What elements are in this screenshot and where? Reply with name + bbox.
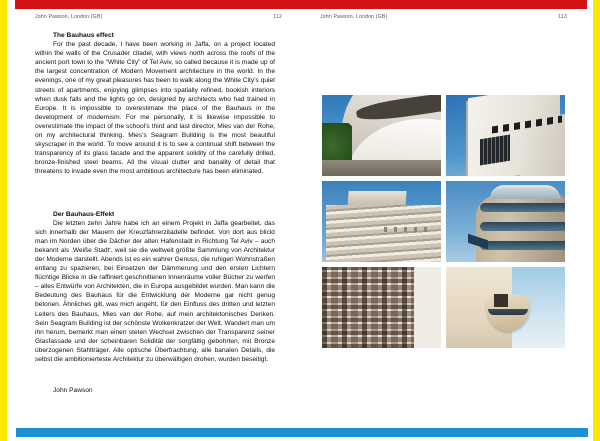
photo-grid-row bbox=[322, 181, 565, 262]
photo-4-roof-canopy bbox=[490, 185, 560, 199]
photo-4-glass-band-1 bbox=[480, 203, 565, 212]
section-title-german: Der Bauhaus-Effekt bbox=[53, 210, 115, 218]
photo-3-window-dots bbox=[384, 227, 430, 232]
photo-6-railing bbox=[488, 309, 528, 315]
photo-3-banded-facade bbox=[326, 205, 441, 262]
section-title-english: The Bauhaus effect bbox=[53, 32, 114, 39]
paragraph-german: Die letzten zehn Jahre habe ich an einem Projekt in Jaffa gearbeitet, das sich innerhalb der Mauern der Kreuzfahrerzitadelle befindet. Von dort aus blickt man im Norden über die Dächer der alten Hafenstadt in Richtung Tel Aviv – auch bekannt als ‚Weiße Stadt‘, weil sie die weltweit größte Sammlung von Architektur der Moderne darstellt. Abends ist es ein wahrer Genuss, die ruhigen Wohnstraßen entlang zu spazieren, bei Einsetzen der Dämmerung und den ersten Lichtern flüchtige Blicke in die raffiniert geschnittenen Innenräume voller Bücher zu werfen – alles Entwürfe von Architekten, die in Europa ausgebildet wurden. Man kann die Bedeutung des Bauhaus für die Entwicklung der Moderne gar nicht genug betonen. Ähnliches gilt, was mich angeht, für den Einfluss des dritten und letzten Leiters des Bauhaus, Mies van der Rohe, auf mein architektonisches Denken. Sein Seagram Building ist der schönste Wolkenkratzer der Welt. Wandert man um ihn herum, bemerkt man einen steten Wechsel zwischen der Transparenz seiner Glasfassade und der scheinbaren Solidität der sorgfältig gebohrten, mit Bronze überzogenen Stahlträger. Alle optische Überfrachtung, alle banalen Details, die selbst die ambitionierteste Architektur zu überwältigen drohen, wurden beseitigt. bbox=[35, 219, 275, 363]
page-right bbox=[300, 9, 585, 429]
folio-left: 112 bbox=[273, 14, 282, 20]
photo-2-window-grille bbox=[480, 135, 510, 166]
photo-1-base bbox=[322, 160, 441, 176]
author-signature: John Pawson bbox=[53, 387, 93, 395]
photo-grid-row bbox=[322, 267, 565, 348]
section-english bbox=[35, 31, 275, 177]
photo-grid-row bbox=[322, 95, 565, 176]
yellow-registration-edge-right bbox=[593, 0, 600, 441]
folio-right: 113 bbox=[558, 14, 567, 20]
photo-6 bbox=[446, 267, 565, 348]
photo-1 bbox=[322, 95, 441, 176]
photo-5 bbox=[322, 267, 441, 348]
running-head-right: John Pawson, London (GB) bbox=[320, 14, 388, 20]
photo-6-door-opening bbox=[494, 294, 508, 307]
photo-2-corner-edge bbox=[466, 101, 468, 176]
photo-4 bbox=[446, 181, 565, 262]
text-column-left bbox=[35, 31, 275, 395]
photo-4-glass-band-3 bbox=[480, 241, 565, 250]
photo-2 bbox=[446, 95, 565, 176]
blue-registration-bar-bottom bbox=[16, 428, 588, 437]
photo-5-balcony-stack bbox=[322, 267, 414, 348]
photo-3 bbox=[322, 181, 441, 262]
running-head-left: John Pawson, London (GB) bbox=[35, 14, 103, 20]
section-german bbox=[35, 210, 275, 365]
yellow-registration-edge-left bbox=[0, 0, 7, 441]
red-registration-bar-top bbox=[15, 0, 587, 9]
photo-5-sky-gap bbox=[414, 267, 441, 348]
page-left bbox=[15, 9, 300, 429]
paragraph-english: For the past decade, I have been working in Jaffa, on a project located within the walls of the Crusader citadel, with views north across the roofs of the ancient port town to the “White City” of Tel Aviv, so called because it is made up of the largest concentration of Modern Movement architecture in the world. In the evenings, one of my great pleasures has been to walk along the White City’s quiet streets of apartments, enjoying glimpses into spatially refined, bookish interiors when dusk falls and the lights go on, designed by architects who had trained in Europe. It is impossible to overestimate the place of the Bauhaus in the development of modernism. For me personally, it is likewise impossible to overestimate the impact of the school’s third and last director, Mies van der Rohe, on my architectural thinking. Mies’s Seagram Building is the most beautiful skyscraper in the world. To move around it is to see a continual shift between the transparency of its glass facade and the apparent solidity of the carefully drilled, bronze-finished steel beams. All the visual clutter and banality of detail that threatens to invade even the most ambitious architecture has been eliminated. bbox=[35, 41, 275, 176]
photo-4-glass-band-2 bbox=[480, 222, 565, 231]
photo-grid bbox=[322, 95, 565, 353]
